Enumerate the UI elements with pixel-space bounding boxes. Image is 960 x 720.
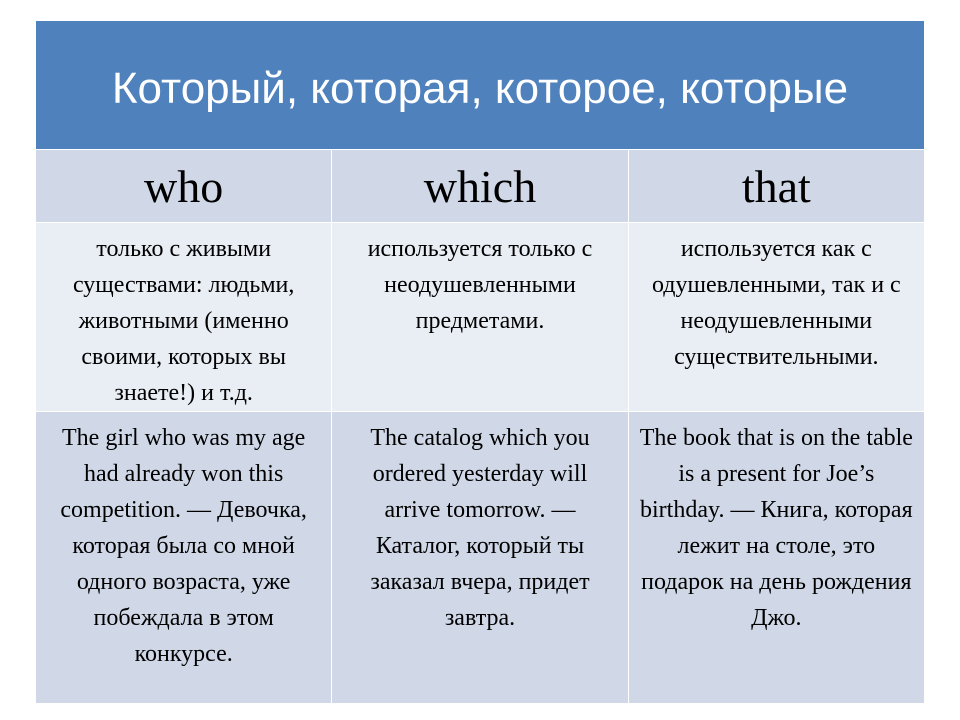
- example-which: The catalog which you ordered yesterday will arrive tomorrow. — Каталог, который ты заказал вчера, придет завтра.: [370, 425, 590, 631]
- column-header-who: who: [36, 150, 332, 223]
- description-cell-which: [332, 223, 628, 412]
- header-row: [36, 150, 925, 223]
- description-that: используется как с одушевленными, так и с неодушевленными существительными.: [651, 236, 901, 370]
- description-who: только с живыми существами: людьми, животными (именно своими, которых вы знаете!) и т.д.: [72, 236, 295, 406]
- relative-pronouns-table: [35, 20, 925, 704]
- example-that: The book that is on the table is a present for Joe’s birthday. — Книга, которая лежит на столе, это подарок на день рождения Джо.: [639, 425, 913, 631]
- description-cell-that: [628, 223, 924, 412]
- example-row: [36, 412, 925, 704]
- title-cell: [36, 21, 925, 150]
- column-header-which: which: [332, 150, 628, 223]
- example-cell-that: [628, 412, 924, 704]
- example-cell-who: [36, 412, 332, 704]
- description-cell-who: [36, 223, 332, 412]
- title-row: [36, 21, 925, 150]
- table-title: Который, которая, которое, которые: [111, 64, 849, 113]
- column-header-that: that: [628, 150, 924, 223]
- example-who: The girl who was my age had already won this competition. — Девочка, которая была со мной одного возраста, уже побеждала в этом конкурсе.: [60, 425, 307, 667]
- description-row: [36, 223, 925, 412]
- description-which: используется только с неодушевленными предметами.: [367, 236, 593, 334]
- example-cell-which: [332, 412, 628, 704]
